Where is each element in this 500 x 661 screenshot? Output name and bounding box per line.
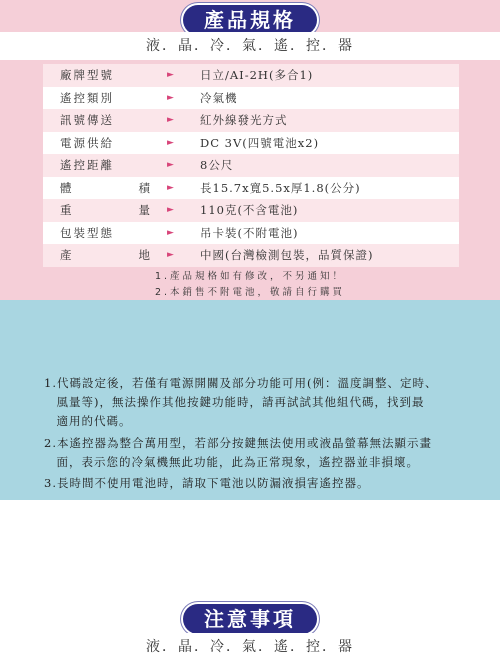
spec-row-value: 冷氣機 [200, 90, 238, 105]
arrow-icon: ► [167, 137, 174, 148]
caution-line: 3.長時間不使用電池時，請取下電池以防漏液損害遙控器。 [44, 476, 370, 490]
spec-row [43, 177, 459, 200]
spec-row-label-char: 積 [138, 180, 152, 195]
caution-product-band: 液．晶．冷．氣．遙．控．器 [0, 633, 500, 661]
spec-row-label-char: 體 [60, 180, 74, 195]
spec-row-label: 遙控距離 [60, 158, 114, 172]
spec-row [43, 64, 459, 87]
spec-row-value: DC 3V(四號電池x2) [200, 135, 320, 150]
caution-line: 風量等)，無法操作其他按鍵功能時，請再試試其他組代碼，找到最 [44, 395, 425, 409]
spec-row [43, 199, 459, 222]
spec-row-value: 紅外線發光方式 [200, 113, 288, 127]
spec-row-label [60, 177, 160, 200]
caution-line: 適用的代碼。 [44, 414, 132, 428]
arrow-icon: ► [167, 70, 174, 80]
spec-table [43, 64, 459, 267]
spec-row-label: 包裝型態 [60, 225, 114, 240]
arrow-icon: ► [167, 205, 174, 215]
spec-row [43, 154, 459, 177]
caution-line: 2.本遙控器為整合萬用型，若部分按鍵無法使用或液晶螢幕無法顯示畫 [44, 436, 432, 450]
caution-line: 1.代碼設定後，若僅有電源開關及部分功能可用(例：溫度調整、定時、 [44, 376, 438, 390]
spec-row [43, 132, 459, 155]
spec-row-value: 日立/AI-2H(多合1) [200, 68, 314, 82]
spec-product-band: 液．晶．冷．氣．遙．控．器 [0, 32, 500, 60]
spec-row-label-char: 量 [138, 203, 152, 217]
spec-row-value: 長15.7x寬5.5x厚1.8(公分) [200, 180, 361, 195]
spec-row-value: 中國(台灣檢測包裝，品質保證) [200, 248, 374, 262]
spec-note-2: 2.本銷售不附電池，敬請自行購買 [154, 287, 346, 298]
spec-row-label-char: 產 [60, 248, 74, 262]
caution-heading: 注意事項 [183, 604, 317, 634]
spec-row-value: 8公尺 [200, 158, 234, 172]
spec-heading: 產品規格 [183, 5, 317, 35]
spec-row [43, 222, 459, 245]
caution-section [0, 300, 500, 655]
spec-row-label [60, 244, 160, 267]
spec-row [43, 109, 459, 132]
arrow-icon: ► [167, 227, 174, 238]
spec-section [0, 0, 500, 300]
spec-row-label: 遙控類別 [60, 90, 114, 105]
arrow-icon: ► [167, 182, 174, 193]
caution-line: 面，表示您的冷氣機無此功能，此為正常現象，遙控器並非損壞。 [44, 455, 419, 469]
spec-row-value: 吊卡裝(不附電池) [200, 225, 299, 240]
spec-row-label: 訊號傳送 [60, 113, 114, 127]
arrow-icon: ► [167, 160, 174, 170]
spec-row-label: 廠牌型號 [60, 68, 114, 82]
spec-row [43, 244, 459, 267]
spec-row-label: 電源供給 [60, 135, 114, 150]
spec-row-label-char: 重 [60, 203, 74, 217]
spec-row-label-char: 地 [138, 248, 152, 262]
arrow-icon: ► [167, 250, 174, 260]
spec-row-value: 110克(不含電池) [200, 203, 299, 217]
arrow-icon: ► [167, 115, 174, 125]
arrow-icon: ► [167, 92, 174, 103]
spec-row-label [60, 199, 160, 222]
spec-row [43, 87, 459, 110]
spec-note-1: 1.產品規格如有修改，不另通知！ [154, 271, 346, 282]
